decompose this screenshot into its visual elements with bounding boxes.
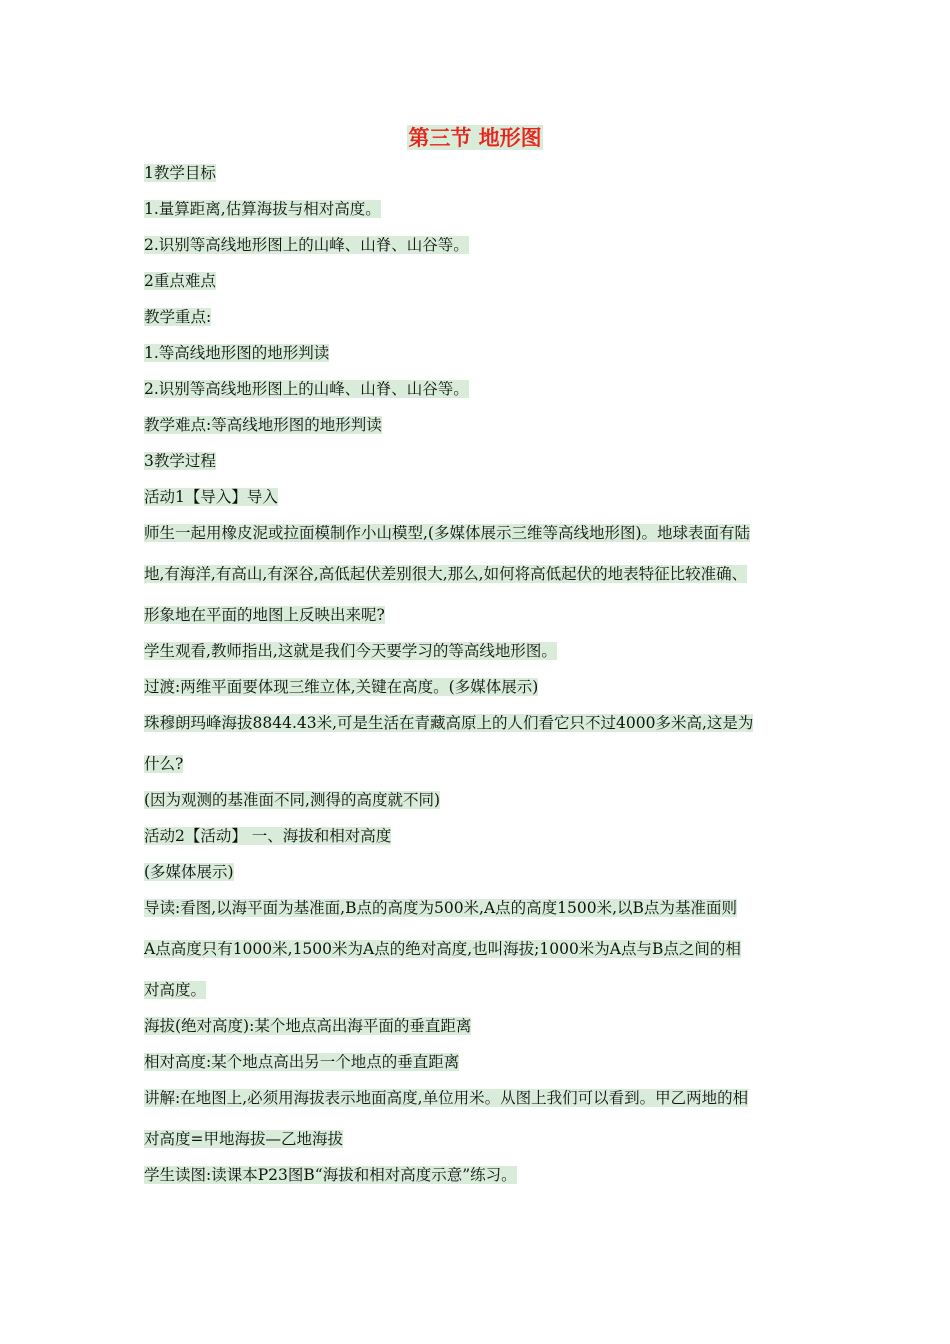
text-line-content: 活动1【导入】导入 [144,488,278,506]
text-line [144,712,753,734]
text-line-content: 2.识别等高线地形图上的山峰、山脊、山谷等。 [144,380,469,398]
text-line [144,234,469,256]
text-line [144,486,278,508]
document-title-text: 第三节 地形图 [408,125,542,150]
text-line [144,270,216,292]
text-line [144,897,737,919]
text-line [144,378,469,400]
text-line [144,825,391,847]
text-line-content: 师生一起用橡皮泥或拉面模制作小山模型,(多媒体展示三维等高线地形图)。地球表面有陆 [144,524,751,542]
text-line [144,640,557,662]
text-line-content: 2重点难点 [144,272,216,290]
text-line-content: 导读:看图,以海平面为基准面,B点的高度为500米,A点的高度1500米,以B点为基准面则 [144,899,737,917]
text-line-content: 什么? [144,755,184,773]
text-line [144,414,382,436]
text-line [144,1087,748,1109]
text-line-content: 地,有海洋,有高山,有深谷,高低起伏差别很大,那么,如何将高低起伏的地表特征比较准确、 [144,565,748,583]
text-line-content: 珠穆朗玛峰海拔8844.43米,可是生活在青藏高原上的人们看它只不过4000多米高,这是为 [144,714,754,732]
text-line-content: 3教学过程 [144,452,216,470]
text-line-content: 对高度=甲地海拔—乙地海拔 [144,1130,343,1148]
text-line [144,563,747,585]
text-line-content: 过渡:两维平面要体现三维立体,关键在高度。(多媒体展示) [144,678,539,696]
text-line [144,861,234,883]
text-line-content: 学生观看,教师指出,这就是我们今天要学习的等高线地形图。 [144,642,557,660]
text-line [144,450,216,472]
text-line [144,162,216,184]
text-line-content: 学生读图:读课本P23图B“海拔和相对高度示意”练习。 [144,1166,517,1184]
text-line-content: A点高度只有1000米,1500米为A点的绝对高度,也叫海拔;1000米为A点与B点之间的相 [144,940,741,958]
text-line-content: 2.识别等高线地形图上的山峰、山脊、山谷等。 [144,236,469,254]
text-line [144,676,538,698]
text-line-content: 对高度。 [144,981,207,999]
text-line-content: 1.等高线地形图的地形判读 [144,344,330,362]
text-line [144,1015,471,1037]
text-line-content: (因为观测的基准面不同,测得的高度就不同) [144,791,441,809]
text-line [144,522,750,544]
text-line [144,979,206,1001]
document-title [0,124,950,152]
text-line [144,342,329,364]
text-line-content: 形象地在平面的地图上反映出来呢? [144,606,385,624]
text-line [144,604,385,626]
text-line-content: 教学难点:等高线地形图的地形判读 [144,416,382,434]
text-line-content: 活动2【活动】 一、海拔和相对高度 [144,827,392,845]
text-line [144,1164,517,1186]
text-line [144,198,381,220]
text-line [144,1051,459,1073]
text-line [144,789,440,811]
text-line-content: 教学重点: [144,308,212,326]
text-line-content: (多媒体展示) [144,863,234,881]
text-line-content: 1教学目标 [144,164,216,182]
text-line [144,938,741,960]
text-line [144,306,211,328]
text-line-content: 1.量算距离,估算海拔与相对高度。 [144,200,381,218]
text-line-content: 海拔(绝对高度):某个地点高出海平面的垂直距离 [144,1017,472,1035]
text-line [144,1128,343,1150]
text-line [144,753,183,775]
text-line-content: 相对高度:某个地点高出另一个地点的垂直距离 [144,1053,460,1071]
text-line-content: 讲解:在地图上,必须用海拔表示地面高度,单位用米。从图上我们可以看到。甲乙两地的相 [144,1089,749,1107]
